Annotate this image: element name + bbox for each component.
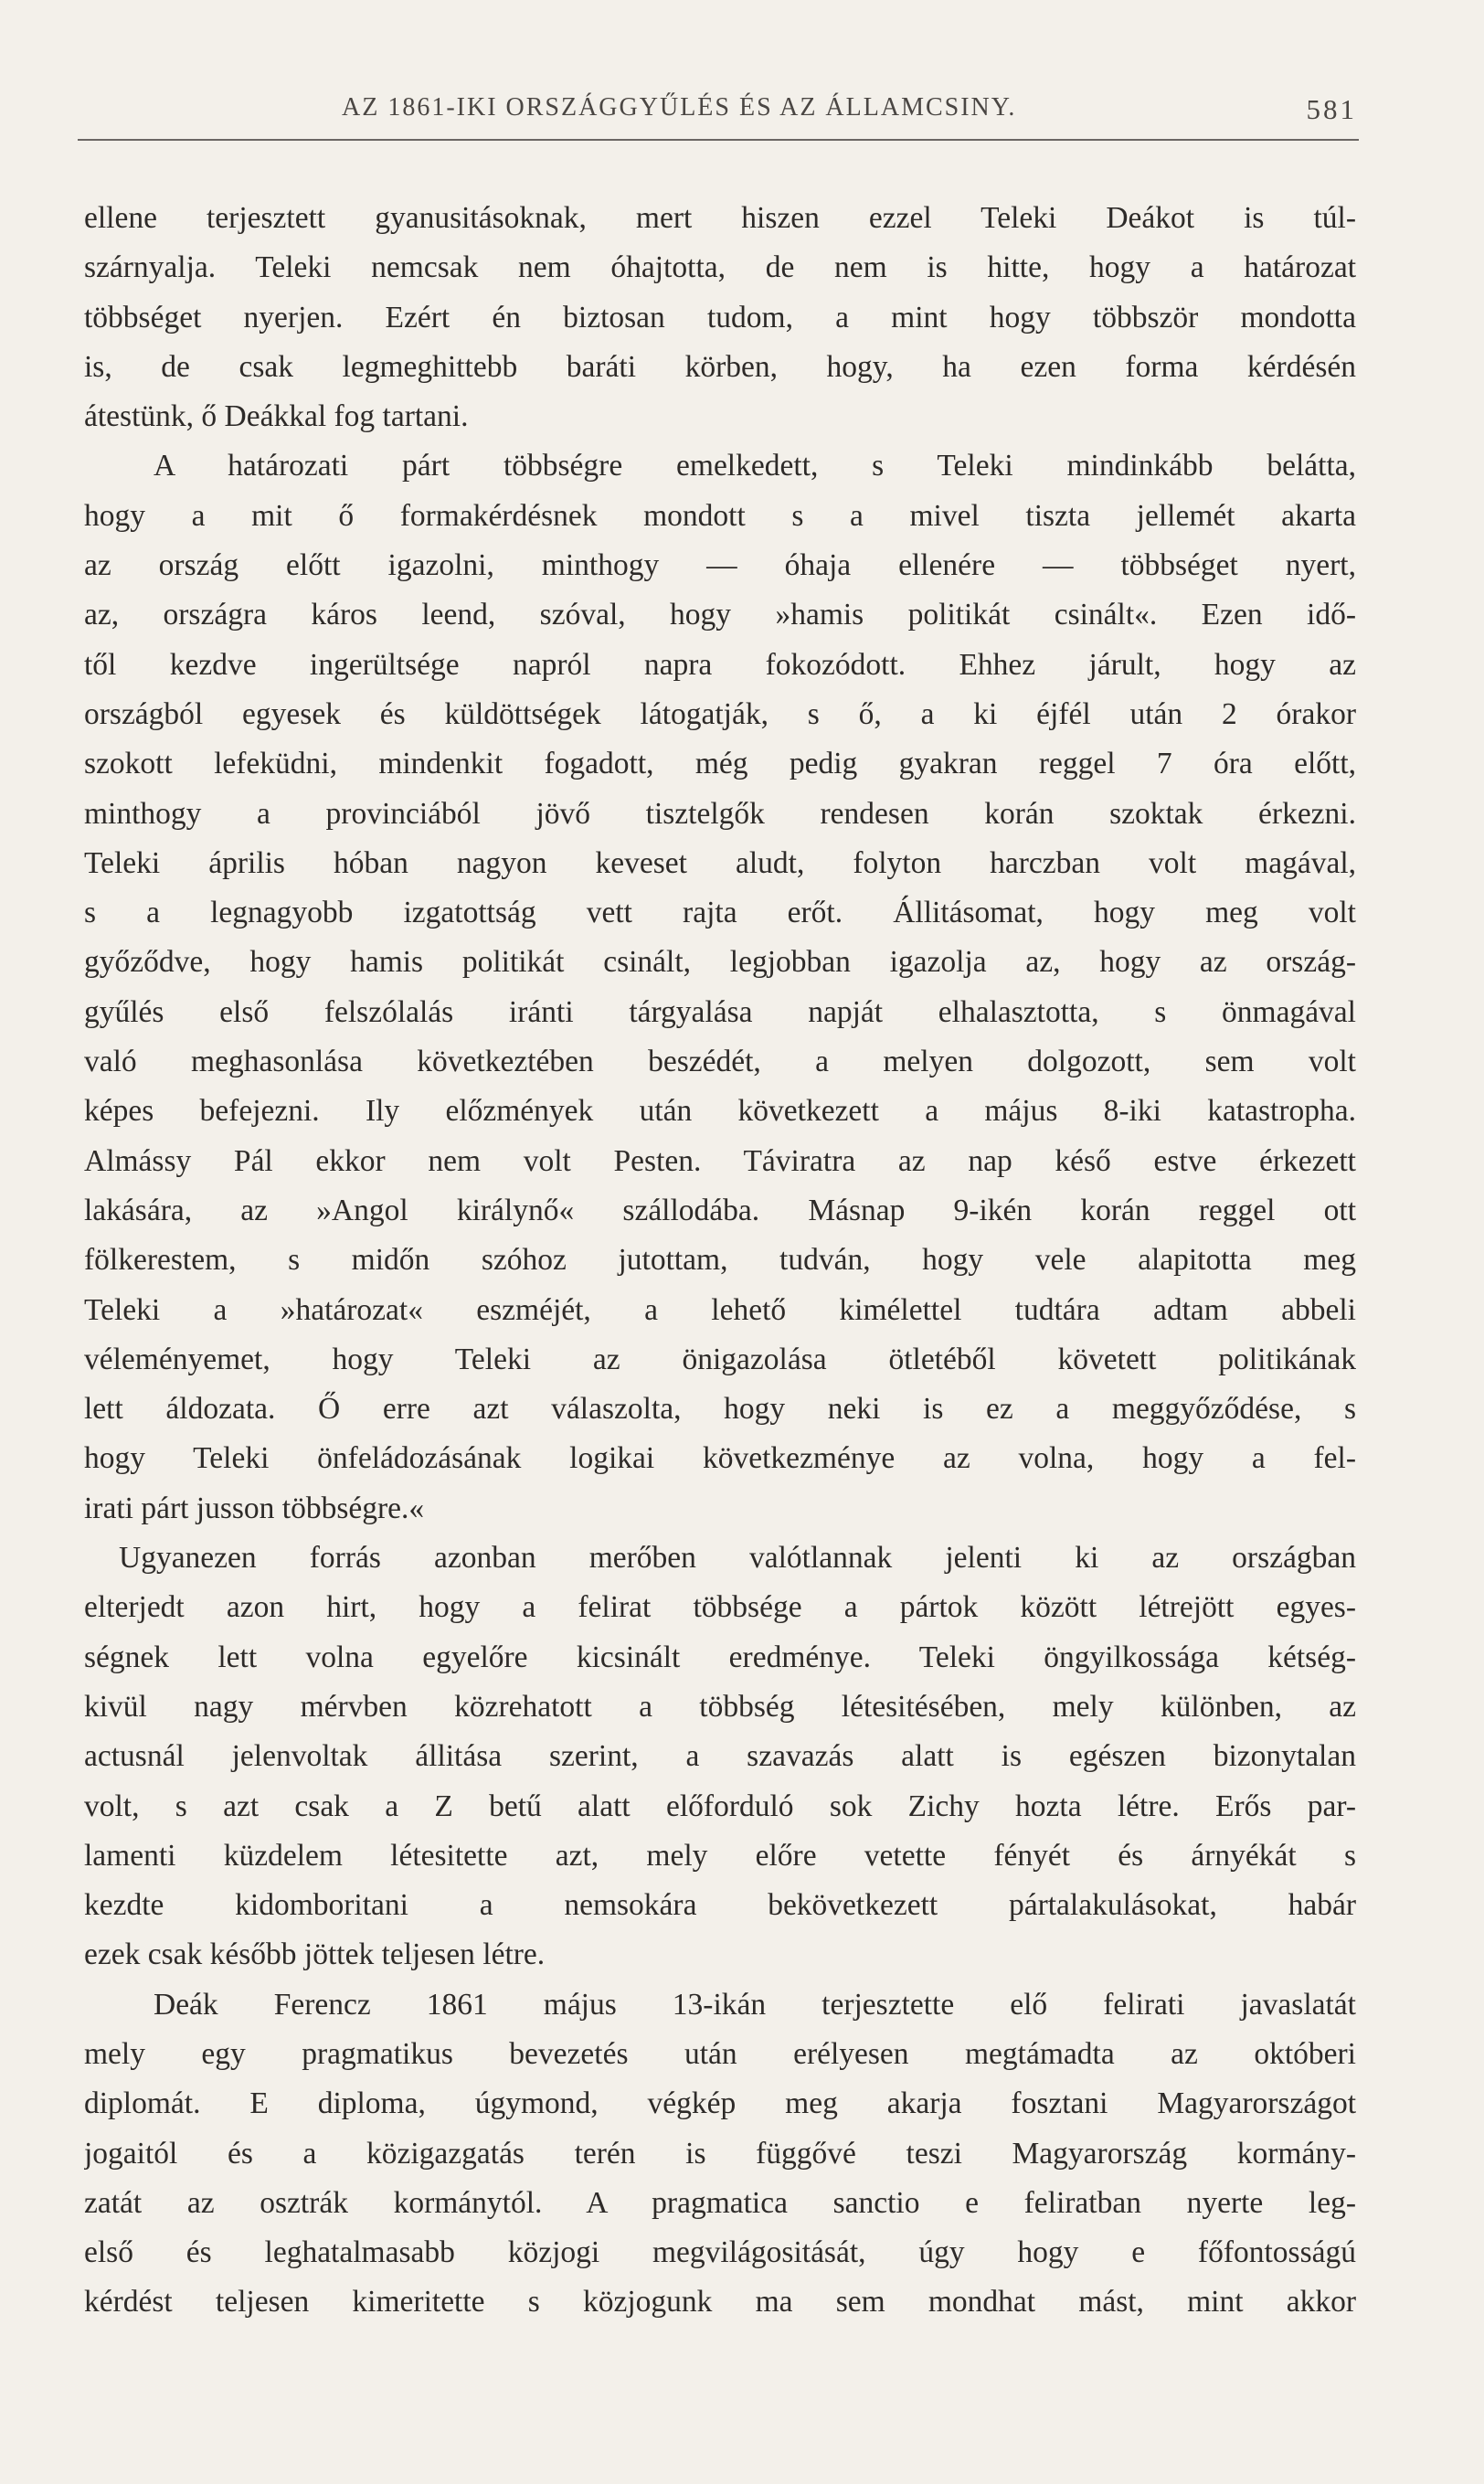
text-line: Almássy Pál ekkor nem volt Pesten. Táviratra az nap késő estve érkezett — [84, 1143, 1356, 1178]
text-line: szokott lefeküdni, mindenkit fogadott, még pedig gyakran reggel 7 óra előtt, — [84, 747, 1356, 781]
text-line: diplomát. E diploma, úgymond, végkép meg akarja fosztani Magyarországot — [84, 2086, 1356, 2121]
text-line: fölkerestem, s midőn szóhoz jutottam, tudván, hogy vele alapitotta meg — [84, 1243, 1356, 1278]
text-line: től kezdve ingerültsége napról napra fokozódott. Ehhez járult, hogy az — [84, 647, 1356, 682]
header-rule — [78, 139, 1359, 141]
text-line: véleményemet, hogy Teleki az önigazolása ötletéből követett politikának — [84, 1342, 1356, 1376]
text-line: kivül nagy mérvben közrehatott a többség létesitésében, mely különben, az — [84, 1689, 1356, 1724]
running-head — [329, 93, 1357, 130]
text-line: elterjedt azon hirt, hogy a felirat többsége a pártok között létrejött egyes- — [84, 1590, 1356, 1625]
text-line: s a legnagyobb izgatottság vett rajta erőt. Állitásomat, hogy meg volt — [84, 896, 1356, 930]
body-text — [84, 194, 1356, 2328]
text-line: minthogy a provinciából jövő tisztelgők rendesen korán szoktak érkezni. — [84, 796, 1356, 831]
text-line: az ország előtt igazolni, minthogy — óhaja ellenére — többséget nyert, — [84, 548, 1356, 583]
text-line: első és leghatalmasabb közjogi megvilágositását, úgy hogy e főfontosságú — [84, 2235, 1356, 2270]
text-line: az, országra káros leend, szóval, hogy »hamis politikát csinált«. Ezen idő- — [84, 598, 1356, 632]
text-line: való meghasonlása következtében beszédét, a melyen dolgozott, sem volt — [84, 1045, 1356, 1079]
text-line: ezek csak később jöttek teljesen létre. — [84, 1937, 546, 1972]
text-line: is, de csak legmeghittebb baráti körben, hogy, ha ezen forma kérdésén — [84, 349, 1356, 384]
text-line: Teleki április hóban nagyon keveset aludt, folyton harczban volt magával, — [84, 845, 1356, 880]
text-line: hogy a mit ő formakérdésnek mondott s a mivel tiszta jellemét akarta — [84, 498, 1356, 533]
text-line: országból egyesek és küldöttségek látogatják, s ő, a ki éjfél után 2 órakor — [84, 696, 1356, 731]
text-line: kérdést teljesen kimeritette s közjogunk ma sem mondhat mást, mint akkor — [84, 2285, 1356, 2319]
text-line: volt, s azt csak a Z betű alatt előforduló sok Zichy hozta létre. Erős par- — [84, 1789, 1356, 1823]
text-line: hogy Teleki önfeládozásának logikai következménye az volna, hogy a fel- — [84, 1441, 1356, 1476]
text-line: irati párt jusson többségre.« — [84, 1491, 425, 1525]
text-line: ellene terjesztett gyanusitásoknak, mert hiszen ezzel Teleki Deákot is túl- — [84, 201, 1356, 235]
page-number: 581 — [1306, 93, 1357, 125]
text-line: Deák Ferencz 1861 május 13-ikán terjesztette elő felirati javaslatát — [154, 1987, 1356, 2022]
text-line: átestünk, ő Deákkal fog tartani. — [84, 399, 469, 434]
text-line: ségnek lett volna egyelőre kicsinált eredménye. Teleki öngyilkossága kétség- — [84, 1640, 1356, 1674]
text-line: Ugyanezen forrás azonban merőben valótlannak jelenti ki az országban — [119, 1541, 1356, 1576]
text-line: actusnál jelenvoltak állitása szerint, a szavazás alatt is egészen bizonytalan — [84, 1739, 1356, 1774]
text-line: szárnyalja. Teleki nemcsak nem óhajtotta, de nem is hitte, hogy a határozat — [84, 250, 1356, 285]
text-line: gyűlés első felszólalás iránti tárgyalása napját elhalasztotta, s önmagával — [84, 994, 1356, 1029]
text-line: lakására, az »Angol királynő« szállodába. Másnap 9-ikén korán reggel ott — [84, 1193, 1356, 1227]
text-line: többséget nyerjen. Ezért én biztosan tudom, a mint hogy többször mondotta — [84, 300, 1356, 334]
text-line: mely egy pragmatikus bevezetés után erélyesen megtámadta az októberi — [84, 2036, 1356, 2071]
text-line: A határozati párt többségre emelkedett, s Teleki mindinkább belátta, — [154, 449, 1356, 483]
text-line: győződve, hogy hamis politikát csinált, legjobban igazolja az, hogy az ország- — [84, 945, 1356, 980]
running-title: AZ 1861-IKI ORSZÁGGYŰLÉS ÉS AZ ÁLLAMCSINY. — [342, 93, 1017, 122]
text-line: képes befejezni. Ily előzmények után következett a május 8-iki katastropha. — [84, 1094, 1356, 1129]
text-line: zatát az osztrák kormánytól. A pragmatica sanctio e feliratban nyerte leg- — [84, 2185, 1356, 2220]
text-line: kezdte kidomboritani a nemsokára bekövetkezett pártalakulásokat, habár — [84, 1888, 1356, 1923]
text-line: Teleki a »határozat« eszméjét, a lehető kimélettel tudtára adtam abbeli — [84, 1292, 1356, 1327]
text-line: lett áldozata. Ő erre azt válaszolta, hogy neki is ez a meggyőződése, s — [84, 1392, 1356, 1427]
text-line: jogaitól és a közigazgatás terén is függővé teszi Magyarország kormány- — [84, 2136, 1356, 2171]
text-line: lamenti küzdelem létesitette azt, mely előre vetette fényét és árnyékát s — [84, 1838, 1356, 1873]
